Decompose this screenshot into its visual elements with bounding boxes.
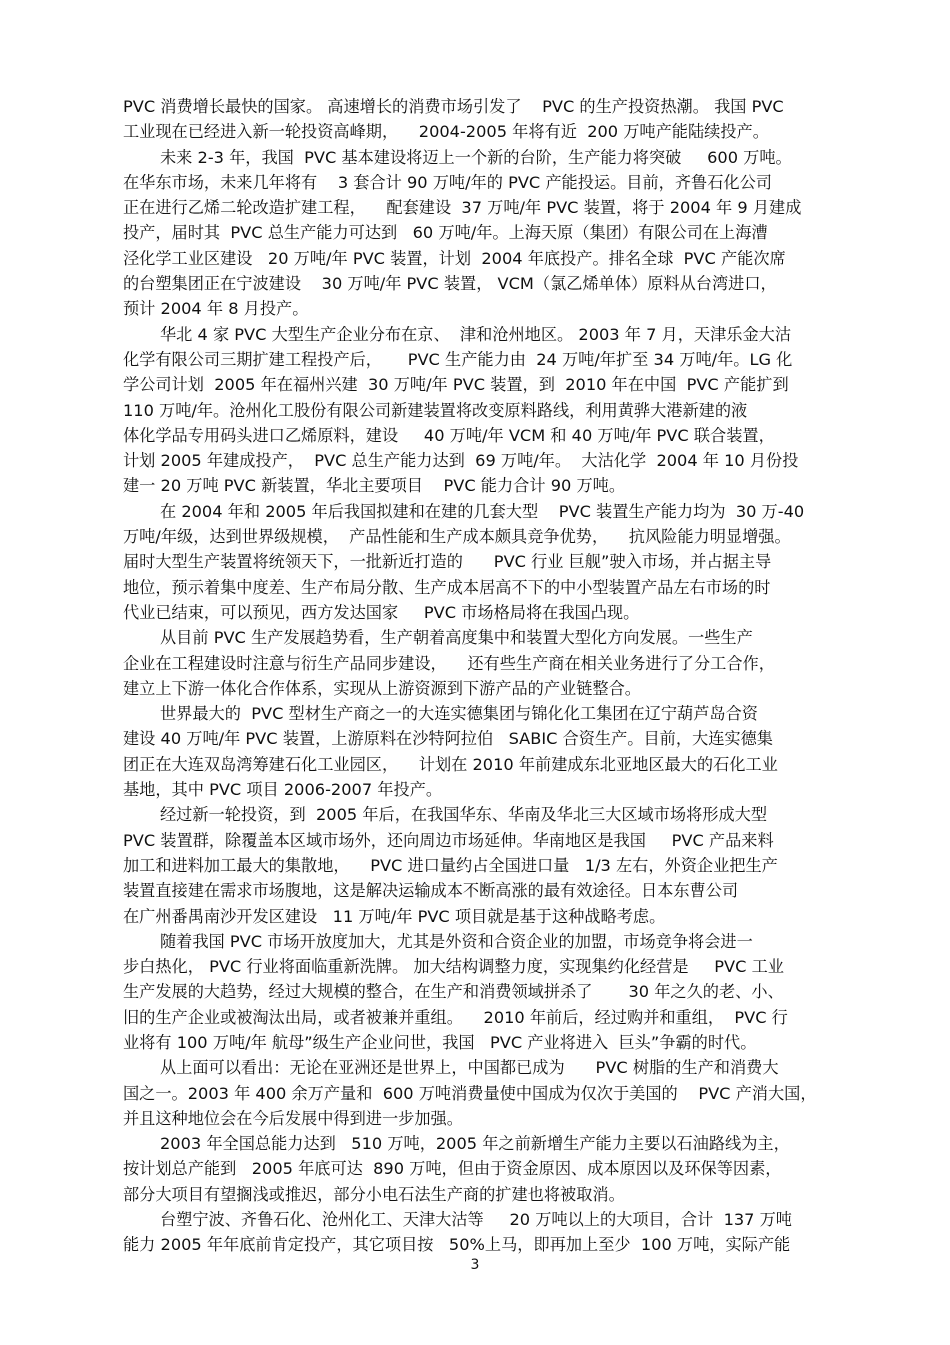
paragraph-first-line: 世界最大的 PVC 型材生产商之一的大连实德集团与锦化化工集团在辽宁葫芦岛合资 <box>160 704 758 724</box>
paragraph-first-line: 随着我国 PVC 市场开放度加大，尤其是外资和合资企业的加盟，市场竞争将会进一 <box>160 931 753 951</box>
text-line: PVC 装置群，除覆盖本区域市场外，还向周边市场延伸。华南地区是我国 PVC 产品来料 <box>123 830 774 850</box>
text-line: 步白热化， PVC 行业将面临重新洗牌。 加大结构调整力度，实现集约化经营是 PVC 工业 <box>123 957 784 977</box>
text-line: 工业现在已经进入新一轮投资高峰期， 2004-2005 年将有近 200 万吨产能陆续投产。 <box>123 122 769 142</box>
text-line: 装置直接建在需求市场腹地，这是解决运输成本不断高涨的最有效途径。日本东曹公司 <box>123 881 739 901</box>
paragraph-first-line: 华北 4 家 PVC 大型生产企业分布在京、 津和沧州地区。 2003 年 7 月，天津乐金大沽 <box>160 324 792 344</box>
text-line: 预计 2004 年 8 月投产。 <box>123 299 309 319</box>
text-line: 业将有 100 万吨/年 航母”级生产企业问世，我国 PVC 产业将进入 巨头”争霸的时代。 <box>123 1032 757 1052</box>
paragraph-first-line: 在 2004 年和 2005 年后我国拟建和在建的几套大型 PVC 装置生产能力均为 30 万-40 <box>160 501 805 521</box>
text-line: 代业已结束，可以预见，西方发达国家 PVC 市场格局将在我国凸现。 <box>123 602 640 622</box>
text-line: 建一 20 万吨 PVC 新装置，华北主要项目 PVC 能力合计 90 万吨。 <box>123 476 626 496</box>
text-line: 的台塑集团正在宁波建设 30 万吨/年 PVC 装置， VCM（氯乙烯单体）原料从台湾进口， <box>123 274 777 294</box>
text-line: 建立上下游一体化合作体系，实现从上游资源到下游产品的产业链整合。 <box>123 678 641 698</box>
text-line: 在华东市场，未来几年将有 3 套合计 90 万吨/年的 PVC 产能投运。目前，齐鲁石化公司 <box>123 172 772 192</box>
text-line: 投产，届时其 PVC 总生产能力可达到 60 万吨/年。上海天原（集团）有限公司在上海漕 <box>123 223 768 243</box>
text-line: 正在进行乙烯二轮改造扩建工程， 配套建设 37 万吨/年 PVC 装置，将于 2004 年 9 月建成 <box>123 198 802 218</box>
text-line: 泾化学工业区建设 20 万吨/年 PVC 装置，计划 2004 年底投产。排名全球 PVC 产能次席 <box>123 248 786 268</box>
paragraph-first-line: 从上面可以看出：无论在亚洲还是世界上，中国都已成为 PVC 树脂的生产和消费大 <box>160 1058 779 1078</box>
text-line: 体化学品专用码头进口乙烯原料，建设 40 万吨/年 VCM 和 40 万吨/年 PVC 联合装置， <box>123 425 775 445</box>
text-line: 110 万吨/年。沧州化工股份有限公司新建装置将改变原料路线，利用黄骅大港新建的液 <box>123 400 748 420</box>
body-text <box>123 94 858 1258</box>
text-line: 企业在工程建设时注意与衍生产品同步建设， 还有些生产商在相关业务进行了分工合作， <box>123 653 775 673</box>
text-line: 按计划总产能到 2005 年底可达 890 万吨，但由于资金原因、成本原因以及环保等因素， <box>123 1159 782 1179</box>
paragraph-first-line: 台塑宁波、齐鲁石化、沧州化工、天津大沽等 20 万吨以上的大项目，合计 137 万吨 <box>160 1210 792 1230</box>
text-line: 基地，其中 PVC 项目 2006-2007 年投产。 <box>123 780 443 800</box>
text-line: 建设 40 万吨/年 PVC 装置，上游原料在沙特阿拉伯 SABIC 合资生产。目前，大连实德集 <box>123 729 773 749</box>
text-line: 计划 2005 年建成投产， PVC 总生产能力达到 69 万吨/年。 大沽化学 2004 年 10 月份投 <box>123 451 799 471</box>
text-line: 旧的生产企业或被淘汰出局，或者被兼并重组。 2010 年前后，经过购并和重组， PVC 行 <box>123 1007 788 1027</box>
text-line: 生产发展的大趋势，经过大规模的整合，在生产和消费领域拼杀了 30 年之久的老、小、 <box>123 982 784 1002</box>
text-line: 加工和进料加工最大的集散地， PVC 进口量约占全国进口量 1/3 左右，外资企业把生产 <box>123 855 778 875</box>
text-line: 并且这种地位会在今后发展中得到进一步加强。 <box>123 1108 463 1128</box>
text-line: 万吨/年级，达到世界级规模， 产品性能和生产成本颇具竞争优势， 抗风险能力明显增强。 <box>123 527 791 547</box>
text-line: 化学有限公司三期扩建工程投产后， PVC 生产能力由 24 万吨/年扩至 34 万吨/年。LG 化 <box>123 349 793 369</box>
paragraph-first-line: 2003 年全国总能力达到 510 万吨，2005 年之前新增生产能力主要以石油路线为主， <box>160 1134 790 1154</box>
text-line: PVC 消费增长最快的国家。 高速增长的消费市场引发了 PVC 的生产投资热潮。 我国 PVC <box>123 97 784 116</box>
text-line: 能力 2005 年年底前肯定投产，其它项目按 50%上马，即再加上至少 100 万吨，实际产能 <box>123 1235 791 1255</box>
text-line: 团正在大连双岛湾筹建石化工业园区， 计划在 2010 年前建成东北亚地区最大的石化工业 <box>123 754 778 774</box>
text-line: 学公司计划 2005 年在福州兴建 30 万吨/年 PVC 装置，到 2010 年在中国 PVC 产能扩到 <box>123 375 789 395</box>
page-number: 3 <box>470 1257 480 1273</box>
paragraph-first-line: 经过新一轮投资，到 2005 年后，在我国华东、华南及华北三大区域市场将形成大型 <box>160 805 768 825</box>
paragraph-first-line: 未来 2-3 年，我国 PVC 基本建设将迈上一个新的台阶，生产能力将突破 600 万吨。 <box>160 147 792 167</box>
text-line: 地位，预示着集中度差、生产布局分散、生产成本居高不下的中小型装置产品左右市场的时 <box>123 577 771 597</box>
text-line: 部分大项目有望搁浅或推迟，部分小电石法生产商的扩建也将被取消。 <box>123 1184 625 1204</box>
text-line: 在广州番禺南沙开发区建设 11 万吨/年 PVC 项目就是基于这种战略考虑。 <box>123 906 666 926</box>
text-line: 届时大型生产装置将统领天下，一批新近打造的 PVC 行业 巨舰”驶入市场，并占据主导 <box>123 552 772 572</box>
text-line: 国之一。2003 年 400 余万产量和 600 万吨消费量使中国成为仅次于美国的 PVC 产消大国， <box>123 1083 817 1103</box>
paragraph-first-line: 从目前 PVC 生产发展趋势看，生产朝着高度集中和装置大型化方向发展。一些生产 <box>160 628 753 648</box>
